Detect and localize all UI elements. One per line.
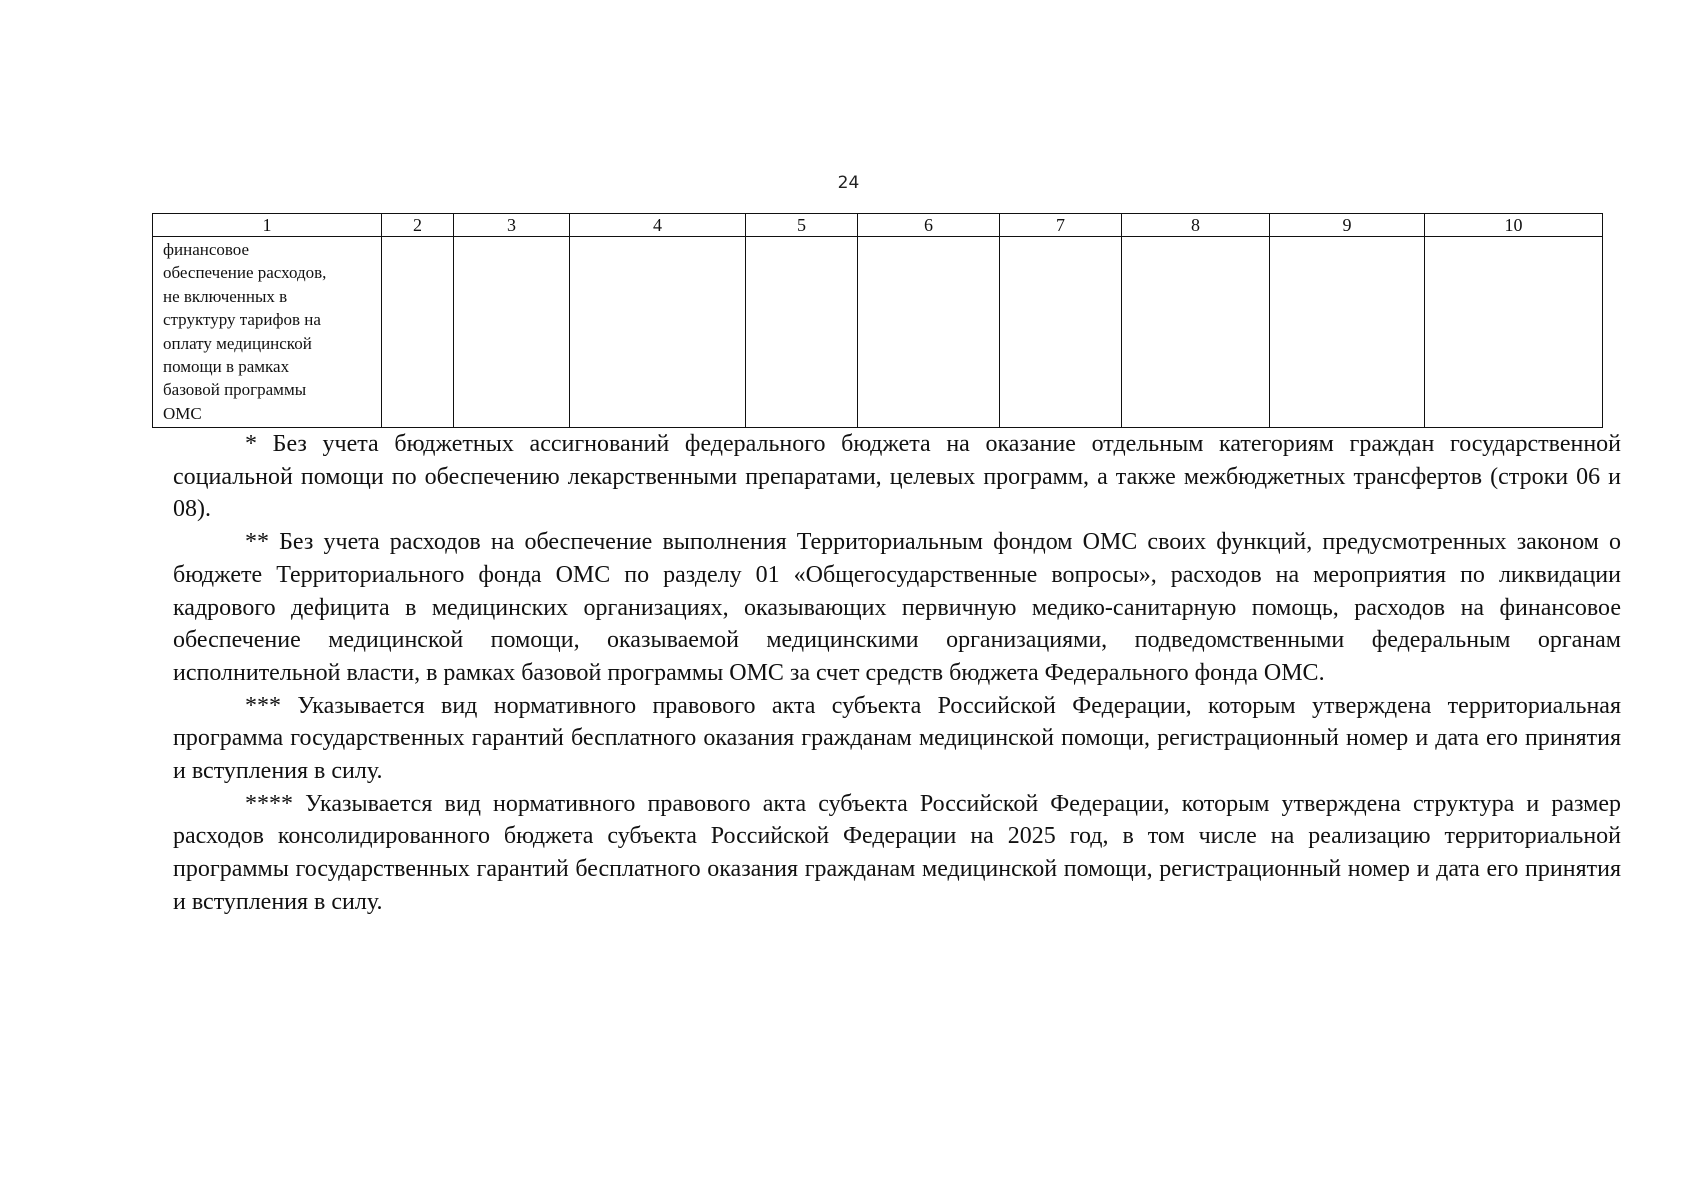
table-cell	[1425, 237, 1603, 428]
table-cell	[746, 237, 858, 428]
footnote-4: **** Указывается вид нормативного правового акта субъекта Российской Федерации, которым утверждена структура и размер расходов консолидированного бюджета субъекта Российской Федерации на 2025 год, в том числе на реализацию территориальной программы государственных гарантий бесплатного оказания гражданам медицинской помощи, регистрационный номер и дата его принятия и вступления в силу.	[173, 790, 1621, 915]
data-table	[152, 213, 1603, 428]
column-header: 7	[1000, 214, 1122, 237]
column-header: 8	[1122, 214, 1270, 237]
column-header: 1	[153, 214, 382, 237]
column-header: 4	[570, 214, 746, 237]
column-header: 5	[746, 214, 858, 237]
table-cell	[454, 237, 570, 428]
footnote-1: * Без учета бюджетных ассигнований федерального бюджета на оказание отдельным категориям граждан государственной социальной помощи по обеспечению лекарственными препаратами, целевых программ, а также межбюджетных трансфертов (строки 06 и 08).	[173, 431, 1621, 523]
column-header: 2	[382, 214, 454, 237]
column-header: 3	[454, 214, 570, 237]
table-cell	[1000, 237, 1122, 428]
page-number: 24	[837, 173, 860, 193]
table-cell	[570, 237, 746, 428]
table-row	[153, 237, 1603, 428]
table-cell	[1270, 237, 1425, 428]
column-header: 10	[1425, 214, 1603, 237]
table-cell	[382, 237, 454, 428]
footnote-3: *** Указывается вид нормативного правового акта субъекта Российской Федерации, которым утверждена территориальная программа государственных гарантий бесплатного оказания гражданам медицинской помощи, регистрационный номер и дата его принятия и вступления в силу.	[173, 692, 1621, 785]
footnotes	[173, 428, 1621, 919]
table-cell	[858, 237, 1000, 428]
column-header: 9	[1270, 214, 1425, 237]
row-label-cell: финансовое обеспечение расходов, не включенных в структуру тарифов на оплату медицинской помощи в рамках базовой программы ОМС	[153, 237, 382, 428]
footnote-2: ** Без учета расходов на обеспечение выполнения Территориальным фондом ОМС своих функций, предусмотренных законом о бюджете Территориального фонда ОМС по разделу 01 «Общегосударственные вопросы», расходов на мероприятия по ликвидации кадрового дефицита в медицинских организациях, оказывающих первичную медико-санитарную помощь, расходов на финансовое обеспечение медицинской помощи, оказываемой медицинскими организациями, подведомственными федеральным органам исполнительной власти, в рамках базовой программы ОМС за счет средств бюджета Федерального фонда ОМС.	[173, 529, 1621, 686]
table-cell	[1122, 237, 1270, 428]
table-header-row	[153, 214, 1603, 237]
column-header: 6	[858, 214, 1000, 237]
